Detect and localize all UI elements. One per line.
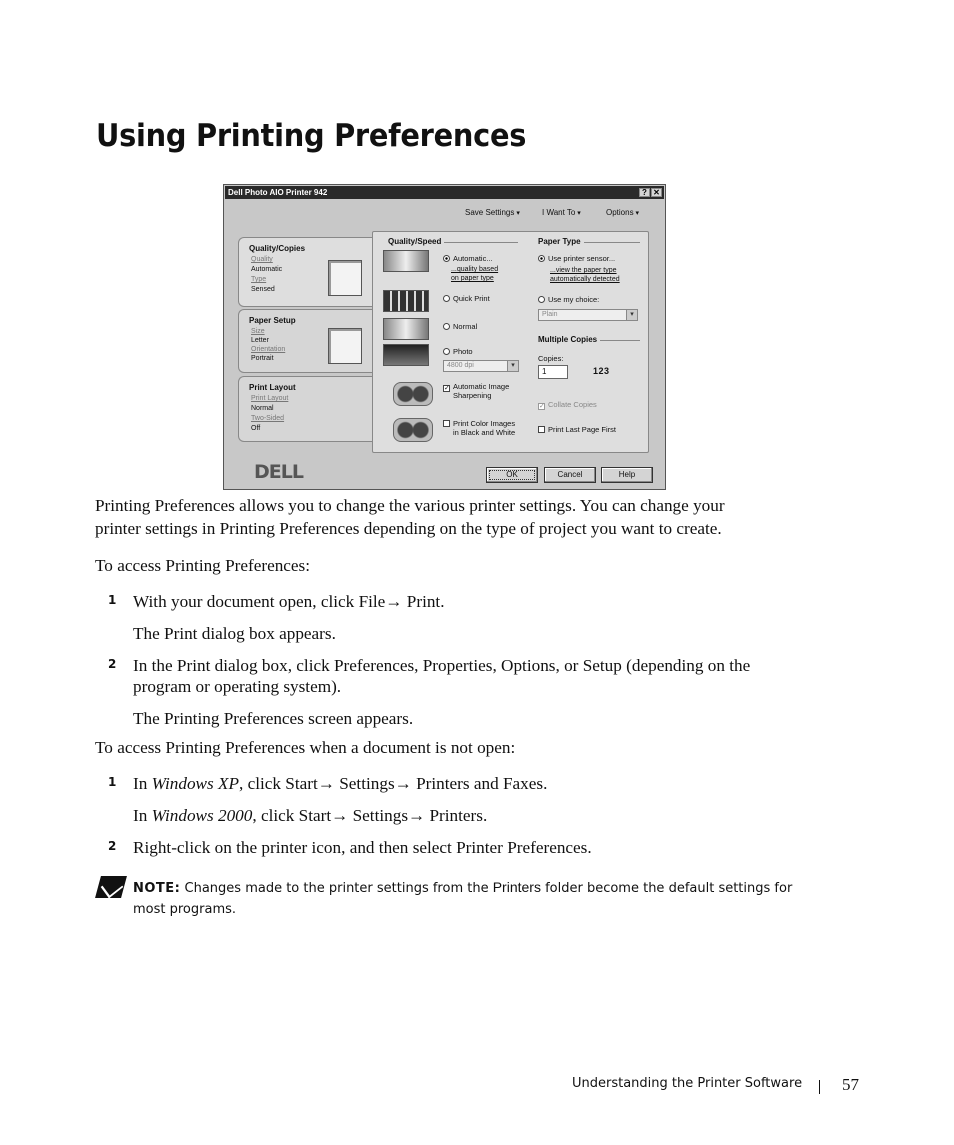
photo-dpi-select[interactable]: 4800 dpi ▾ (443, 360, 519, 372)
group-heading: Quality/Speed (388, 237, 444, 246)
normal-quality-icon (383, 318, 429, 340)
tab-row: Orientation (251, 346, 286, 353)
step-number: 2 (108, 657, 117, 671)
checkbox-auto-sharpening[interactable]: ✓ Automatic Image (444, 382, 510, 392)
radio-normal[interactable]: Normal (443, 322, 477, 331)
menu-i-want-to[interactable]: I Want To ▾ (542, 208, 581, 217)
menu-options[interactable]: Options ▾ (606, 208, 639, 217)
radio-photo[interactable]: Photo (443, 347, 473, 356)
step-2-result: The Printing Preferences screen appears. (133, 709, 414, 728)
note: NOTE: Changes made to the printer settings from the Printers folder become the default settings for most programs. (133, 879, 793, 917)
checkbox-print-last-page-first[interactable]: Print Last Page First (538, 425, 616, 434)
step-number: 2 (108, 839, 117, 853)
page-title: Using Printing Preferences (96, 118, 527, 154)
group-heading: Paper Type (538, 237, 584, 246)
step-2: In the Print dialog box, click Preferences, Properties, Options, or Setup (depending on the program or operating system). (133, 656, 751, 696)
copies-icon: 1 2 3 (593, 366, 609, 376)
tab-row: Portrait (251, 355, 274, 362)
tab-heading: Paper Setup (249, 316, 296, 325)
dialog-title-bar (225, 186, 664, 199)
help-icon[interactable]: ? (639, 188, 650, 197)
automatic-note[interactable]: ...quality based (451, 266, 499, 273)
help-button[interactable]: Help (601, 467, 653, 483)
step-right-click: Right-click on the printer icon, and then select Printer Preferences. (133, 838, 592, 857)
sensor-note[interactable]: ...view the paper type (550, 267, 617, 274)
tab-row: Print Layout (251, 395, 289, 402)
step-2000: In Windows 2000, click Start→ Settings→ Printers. (133, 806, 488, 825)
photo-quality-icon (383, 344, 429, 366)
tab-heading: Print Layout (249, 383, 296, 392)
sharpening-icon (393, 382, 433, 406)
dell-logo: DELL (254, 461, 303, 483)
tab-print-layout[interactable] (238, 376, 372, 442)
step-xp: In Windows XP, click Start→ Settings→ Printers and Faxes. (133, 774, 548, 793)
quality-thumbnail-icon (328, 260, 362, 296)
paper-type-select[interactable]: Plain ▾ (538, 309, 638, 321)
tab-row: Normal (251, 405, 274, 412)
automatic-quality-icon (383, 250, 429, 272)
footer-divider (819, 1080, 820, 1094)
tab-row: Off (251, 425, 261, 432)
automatic-note[interactable]: on paper type (451, 275, 494, 282)
radio-automatic[interactable]: Automatic... (443, 254, 493, 263)
group-heading: Multiple Copies (538, 335, 600, 344)
access-heading-2: To access Printing Preferences when a document is not open: (95, 738, 516, 757)
cancel-button[interactable]: Cancel (544, 467, 596, 483)
quick-print-icon (383, 290, 429, 312)
auto-sharpening-label-2: Sharpening (453, 391, 492, 400)
tab-row: Automatic (251, 266, 283, 273)
tab-row: Letter (251, 337, 269, 344)
paper-type-group (538, 237, 640, 246)
dialog-title: Dell Photo AIO Printer 942 (228, 188, 328, 197)
close-icon[interactable]: ✕ (651, 188, 662, 197)
step-number: 1 (108, 593, 117, 607)
tab-row: Size (251, 328, 265, 335)
tab-heading: Quality/Copies (249, 244, 306, 253)
step-1-result: The Print dialog box appears. (133, 624, 336, 643)
multiple-copies-group (538, 335, 640, 344)
step-number: 1 (108, 775, 117, 789)
sensor-note[interactable]: automatically detected (550, 276, 620, 283)
menu-save-settings[interactable]: Save Settings ▾ (465, 208, 520, 217)
black-white-label-2: in Black and White (453, 428, 516, 437)
footer-section-title: Understanding the Printer Software (572, 1076, 803, 1091)
tab-row: Sensed (251, 286, 275, 293)
tab-quality-copies[interactable] (238, 237, 372, 307)
access-heading-1: To access Printing Preferences: (95, 556, 311, 575)
ok-button[interactable]: OK (486, 467, 538, 483)
tab-paper-setup[interactable] (238, 309, 372, 373)
copies-label: Copies: (538, 354, 564, 363)
radio-use-printer-sensor[interactable]: Use printer sensor... (538, 254, 615, 263)
note-pencil-icon (95, 876, 127, 898)
quality-speed-group (388, 237, 518, 246)
checkbox-black-white[interactable]: Print Color Images (443, 419, 515, 428)
copies-stepper[interactable]: 1 (538, 365, 568, 379)
tab-row: Two-Sided (251, 415, 285, 422)
radio-quick-print[interactable]: Quick Print (443, 294, 490, 303)
step-1: With your document open, click File→ Print. (133, 592, 445, 611)
black-white-icon (393, 418, 433, 442)
radio-use-my-choice[interactable]: Use my choice: (538, 295, 599, 304)
page-number: 57 (842, 1075, 859, 1094)
settings-panel (372, 231, 649, 453)
paper-setup-thumbnail-icon (328, 328, 362, 364)
printing-preferences-screenshot (223, 184, 666, 490)
tab-row: Quality (251, 256, 273, 263)
tab-row: Type (251, 276, 267, 283)
checkbox-collate-copies[interactable]: ✓ Collate Copies (539, 400, 597, 410)
intro-paragraph: Printing Preferences allows you to change the various printer settings. You can change your printer settings in Printing Preferences depending on the type of project you want to create. (95, 496, 725, 538)
